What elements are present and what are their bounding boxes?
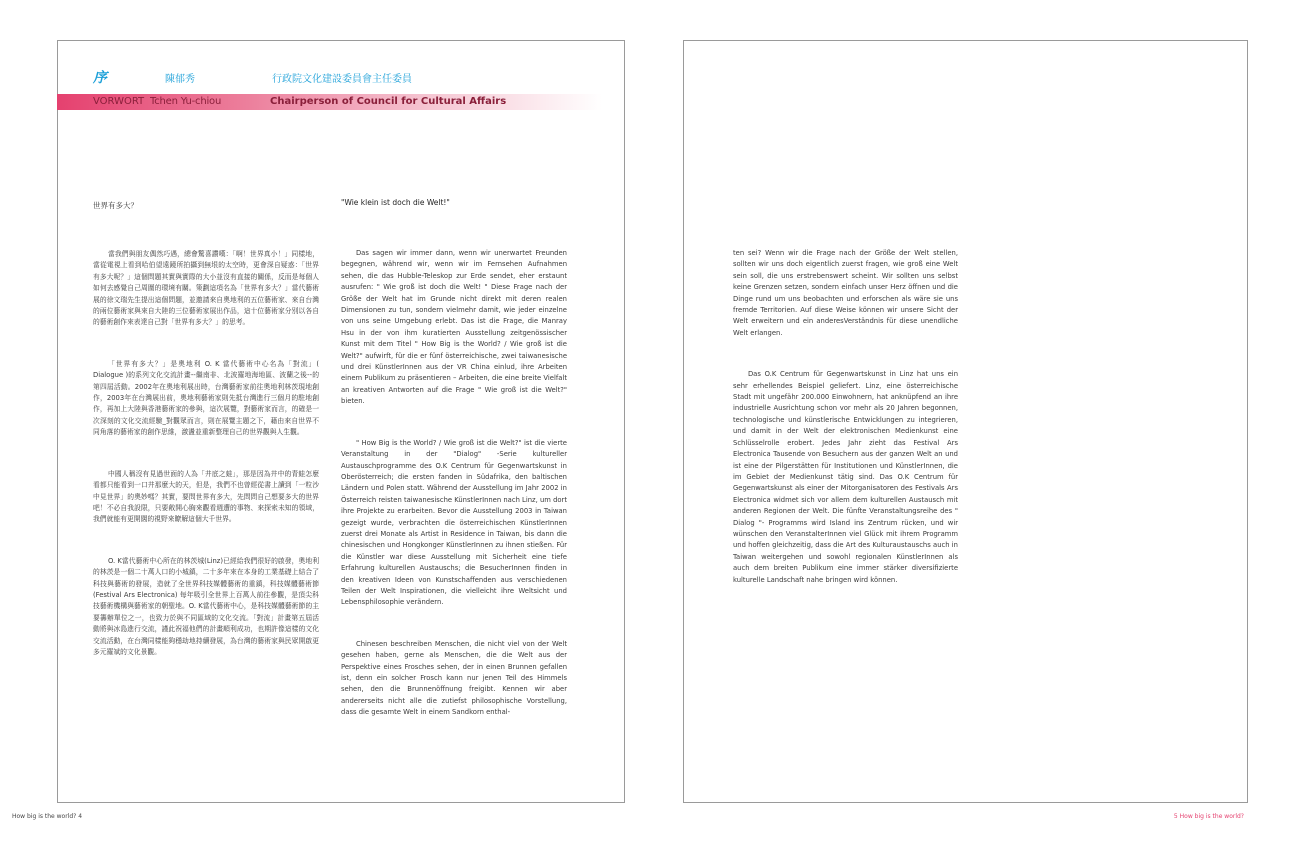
de-paragraph-2: " How Big is the World? / Wie groß ist die Welt?" ist die vierte Veranstaltung in der "Dialog" -Serie kultureller Austauschprogramme des O.K Centrum für Gegenwartskunst in Oberösterreich; die ersten fanden in Südafrika, den baltischen Ländern und Polen statt. Während der Ausstellung im Jahr 2002 in Österreich reisten taiwanesische KünstlerInnen nach Linz, um dort ihre Projekte zu erarbeiten. Bevor die Ausstellung 2003 in Taiwan gezeigt wurde, verbrachten die österreichischen KünstlerInnen zuerst drei Monate als Artist in Residence in Taiwan, bis dann die chinesischen und Hongkonger KünstlerInnen zu ihnen stießen. Für die Künstler war diese Ausstellung mit Sicherheit eine tiefe Erfahrung kulturellen Austauschs; die BesucherInnen finden in den kreativen Ideen von Kunstschaffenden aus verschiedenen Teilen der Welt Inspirationen, die vielleicht ihre Weltsicht und Lebensphilosophie verändern. — [341, 438, 567, 607]
chinese-text-column — [93, 249, 319, 688]
de-paragraph-3: Chinesen beschreiben Menschen, die nicht viel von der Welt gesehen haben, gerne als Menschen, die die Welt aus der Perspektive eines Frosches sehen, der in einen Brunnen gefallen ist, denn ein solcher Frosch kann nur jenen Teil des Himmels sehen, den die Brunnenöffnung freigibt. Kennen wir aber andererseits nicht alle die zutiefst philosophische Vorstellung, dass die gesamte Welt in einem Sandkorn enthal- — [341, 639, 567, 717]
header-author-zh: 陳郁秀 — [165, 74, 195, 85]
german-text-column-2 — [733, 248, 958, 616]
footer-right-page-number: 5 How big is the world? — [1173, 813, 1244, 820]
de-paragraph-5: Das O.K Centrum für Gegenwartskunst in Linz hat uns ein sehr erhellendes Beispiel geliefert. Linz, eine österreichische Stadt mit ungefähr 200.000 Einwohnern, hat anknüpfend an ihre industrielle Ausrichtung schon vor mehr als 20 Jahren begonnen, technologische und künstlerische Entwicklungen zu integrieren, und damit in der Welt der elektronischen Medienkunst eine Schlüsselrolle erobert. Jedes Jahr zieht das Festival Ars Electronica Tausende von Besuchern aus der ganzen Welt an und ist eine der Pilgerstätten für Institutionen und KünstlerInnen, die im Gebiet der Medienkunst tätig sind. Das O.K Centrum für Gegenwartskunst als einer der Mitorganisatoren des Festivals Ars Electronica widmet sich vor allem dem kulturellen Austausch mit anderen Regionen der Welt. Die fünfte Veranstaltungsreihe des " Dialog "- Programms wird Island ins Zentrum rücken, und wir wünschen den VeranstalterInnen viel Glück mit ihrem Programm und hoffen gleichzeitig, dass die Art des Kulturaustauschs auch in Taiwan weitergehen und sowohl regionalen KünstlerInnen als auch dem breiten Publikum eine immer stärker diversifizierte kulturelle Landschaft nahe bringen wird können. — [733, 370, 958, 584]
header-preface-label: 序 — [93, 70, 107, 86]
de-paragraph-4: ten sei? Wenn wir die Frage nach der Größe der Welt stellen, sollten wir uns doch eigentlich zuerst fragen, wie groß eine Welt sein soll, die uns erstrebenswert scheint. Wir sollten uns selbst keine Grenzen setzen, sondern einfach unser Herz öffnen und die Dinge rund um uns beobachten und erforschen als wäre sie uns fremde Territorien. Auf diese Weise können wir unsere Sicht der Welt erweitern und ein anderesVerständnis für diese unendliche Welt erlangen. — [733, 249, 958, 337]
german-text-column-1 — [341, 248, 567, 749]
zh-paragraph-1: 當我們與朋友偶然巧遇，總會驚喜讚嘆：「啊！世界真小！」同樣地，當從電視上看到哈伯望遠鏡所拍攝到無垠的太空時，更會深自疑惑：「世界有多大呢？」這個問題其實與實際的大小並沒有直接的關係，反而是每個人如何去感覺自己周圍的環境有關。策劃這項名為「世界有多大？」當代藝術展的徐文瑞先生提出這個問題，並邀請來自奧地利的五位藝術家、來自台灣的兩位藝術家與來自大陸的三位藝術家展出作品，這十位藝術家分別以各自的藝術創作來表達自己對「世界有多大？」的思考。 — [93, 250, 319, 327]
zh-paragraph-4: O. K當代藝術中心所在的林茨城(Linz)已經給我們很好的啟發，奧地利的林茨是一個二十萬人口的小城鎮，二十多年來在本身的工業基礎上結合了科技與藝術的發展，造就了全世界科技媒體藝術的重鎮，科技媒體藝術節(Festival Ars Electronica) 每年吸引全世界上百萬人前往參觀，是頂尖科技藝術機構與藝術家的朝聖地。O. K當代藝術中心，是科技媒體藝術節的主要籌辦單位之一，也致力於與不同區域的文化交流。「對流」計畫第五屆活動將與冰島進行交流，謹此祝福他們的計畫順利成功，也期許像這樣的文化交流活動，在台灣同樣能夠穩劫地持續發展，為台灣的藝術家與民眾開啟更多元羅斌的文化景觀。 — [93, 556, 319, 656]
header-role-en: Chairperson of Council for Cultural Affairs — [270, 96, 507, 107]
page-gutter — [624, 40, 625, 803]
header-role-zh: 行政院文化建設委員會主任委員 — [272, 74, 412, 85]
de-paragraph-1: Das sagen wir immer dann, wenn wir unerwartet Freunden begegnen, während wir, wenn wir im Fernsehen Aufnahmen sehen, die das Hubble-Teleskop zur Erde sendet, eher erstaunt ausrufen: " Wie groß ist doch die Welt! " Diese Frage nach der Größe der Welt hat im Grunde nicht direkt mit deren realen Dimensionen zu tun, sondern vielmehr damit, wie jeder einzelne von uns seine Umgebung erlebt. Das ist die Frage, die Manray Hsu in der von ihm kuratierten Ausstellung zeitgenössischer Kunst mit dem Titel " How Big is the World? / Wie groß ist die Welt?" aufwirft, für die er fünf österreichische, zwei taiwanesische und drei KünstlerInnen aus der VR China einlud, ihre Arbeiten einem Publikum zu präsentieren – Arbeiten, die eine breite Vielfalt an kreativen Antworten auf die Frage " Wie groß ist die Welt?" bieten. — [341, 249, 567, 406]
zh-paragraph-2: 「世界有多大？」是奧地利 O. K 當代藝術中心名為「對流」( Dialogue )的系列文化交流計畫--繼南非、北波羅地海地區、波蘭之後--的第四屆活動。2002年在奧地利展出時，台灣藝術家前往奧地利林茨現地創作，2003年在台灣展出前，奧地利藝術家則先抵台灣進行三個月的駐地創作，再加上大陸與香港藝術家的參與，這次展覽，對藝術家而言，的確是一次深刻的文化交流經驗_對觀眾而言，則在展覽主題之下，藉由來自世界不同角落的藝術家的創作思維，激盪並重新整理自己的世界觀與人生觀。 — [93, 359, 319, 437]
header-author-en: Tchen Yu-chiou — [150, 96, 222, 107]
chinese-title: 世界有多大？ — [93, 201, 138, 210]
header-band — [57, 94, 602, 110]
zh-paragraph-3: 中國人稱沒有見過世面的人為「井底之蛙」，那是因為井中的青蛙怎麼看都只能看到一口井那麼大的天，但是，我們不也曾經從書上讀到「一粒沙中見世界」的奧妙嗎？其實，要問世界有多大，先問問自己想要多大的世界吧！不必自我設限，只要敞開心胸來觀看週遭的事物、來探索未知的領域，我們就能有更開闊的視野來瞭解這個大千世界。 — [93, 469, 319, 524]
footer-left-page-number: How big is the world? 4 — [12, 813, 83, 820]
header-vorwort-label: VORWORT — [93, 96, 145, 107]
german-title: "Wie klein ist doch die Welt!" — [341, 198, 450, 207]
